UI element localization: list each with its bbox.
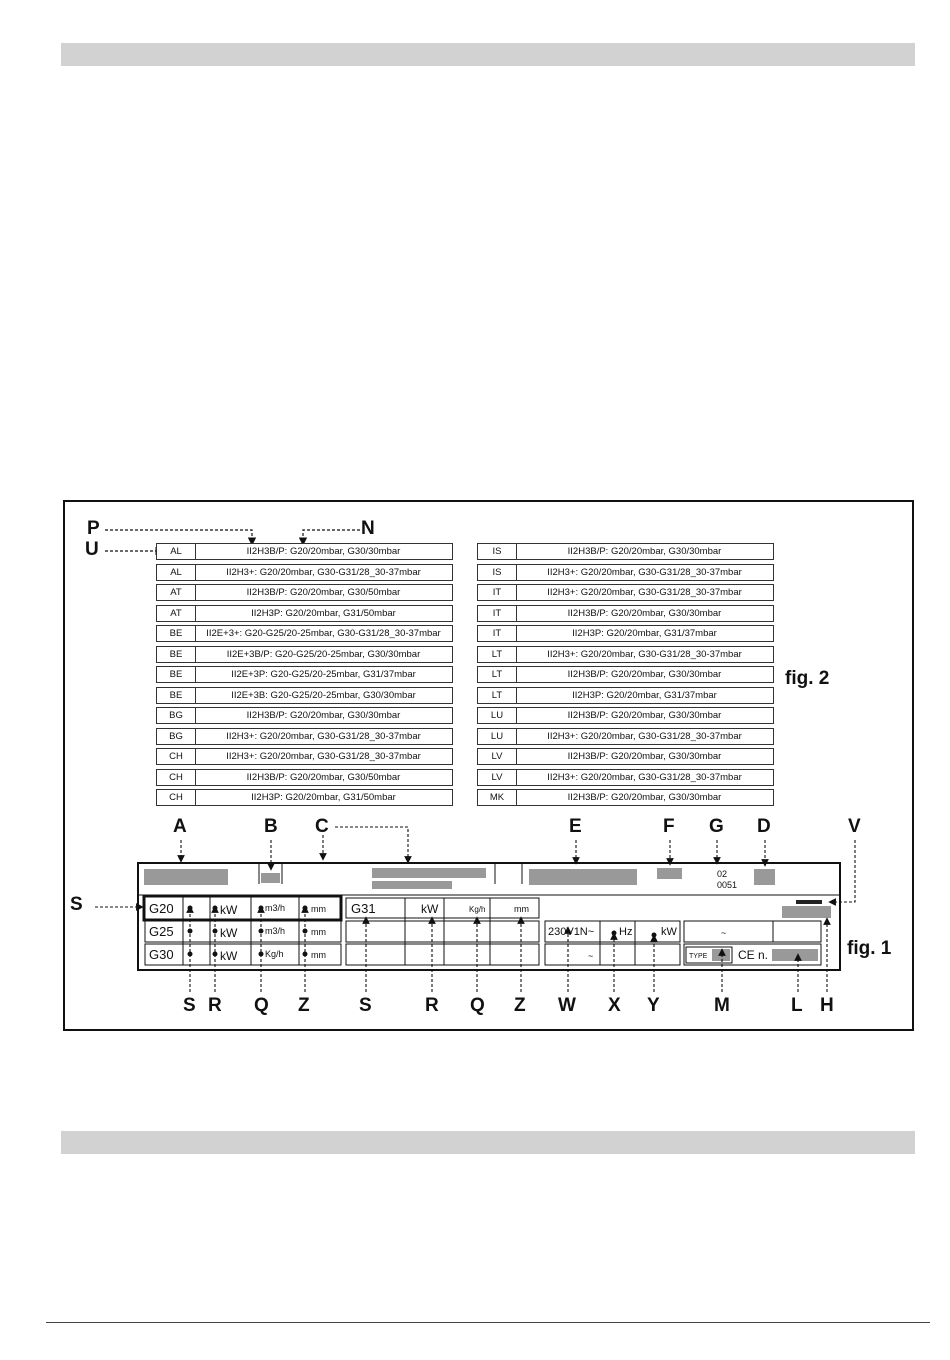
unit-kw-2: kW: [220, 926, 238, 940]
country-row: [477, 543, 774, 560]
plate-letter-s-2: S: [359, 995, 372, 1016]
plate-letter-b: B: [264, 816, 278, 837]
fig2-caption: fig. 2: [785, 668, 830, 689]
country-row: [477, 625, 774, 642]
gas-category: II2H3+: G20/20mbar, G30-G31/28_30-37mbar: [547, 648, 742, 660]
gas-g30: G30: [149, 947, 174, 962]
plate-g-code-top: 02: [717, 869, 728, 879]
plate-letter-g: G: [709, 816, 724, 837]
plate-letter-v: V: [848, 816, 861, 837]
section-header-bar-2: [61, 1131, 915, 1154]
field-c-block-2: [372, 881, 452, 889]
plate-letter-z-2: Z: [514, 995, 526, 1016]
plate-letter-l: L: [791, 995, 803, 1016]
country-row: [156, 543, 453, 560]
plate-letter-f: F: [663, 816, 675, 837]
plate-g-code-bottom: 0051: [717, 880, 738, 890]
gas-category: II2H3+: G20/20mbar, G30-G31/28_30-37mbar: [226, 751, 421, 762]
unit-flow-1: m3/h: [265, 903, 286, 913]
country-row: [156, 625, 453, 642]
country-code: MK: [478, 790, 517, 805]
unit-kw-1: kW: [220, 903, 238, 917]
g31-flow: Kg/h: [469, 905, 486, 914]
country-code: BE: [157, 688, 196, 703]
country-code: LU: [478, 729, 517, 744]
country-code: LU: [478, 708, 517, 723]
gas-category: II2H3B/P: G20/20mbar, G30/50mbar: [246, 771, 401, 783]
unit-kw-3: kW: [220, 949, 238, 963]
gas-category: II2H3+: G20/20mbar, G30-G31/28_30-37mbar: [226, 566, 421, 578]
country-row: [477, 584, 774, 601]
gas-g25: G25: [149, 924, 174, 939]
field-v-block: [796, 900, 822, 904]
country-row: [477, 748, 774, 765]
gas-category: II2H3B/P: G20/20mbar, G30/30mbar: [567, 792, 722, 803]
country-row: [156, 769, 453, 786]
gas-g31: G31: [351, 901, 376, 916]
country-row: [156, 564, 453, 581]
country-row: [156, 707, 453, 724]
callout-u: U: [85, 539, 99, 560]
footer-rule: [46, 1322, 930, 1323]
country-code: AL: [157, 544, 196, 559]
leader-c: [335, 827, 408, 863]
country-code: LV: [478, 749, 517, 764]
gas-category: II2H3P: G20/20mbar, G31/50mbar: [251, 792, 396, 803]
field-f-block: [657, 868, 682, 879]
plate-letter-r-2: R: [425, 995, 439, 1016]
field-c-block: [372, 868, 486, 878]
gas-category: II2H3P: G20/20mbar, G31/50mbar: [251, 607, 396, 619]
plate-letter-x: X: [608, 995, 621, 1016]
gas-category: II2H3+: G20/20mbar, G30-G31/28_30-37mbar: [547, 587, 742, 598]
tilde-1: ~: [588, 951, 594, 961]
field-e-block: [529, 869, 637, 885]
country-row: [477, 789, 774, 806]
country-code: IS: [478, 565, 517, 580]
plate-letter-z-1: Z: [298, 995, 310, 1016]
country-code: BE: [157, 667, 196, 682]
gas-category: II2H3+: G20/20mbar, G30-G31/28_30-37mbar: [547, 730, 742, 742]
ce-label: CE n.: [738, 948, 769, 962]
ce-number-fill: [772, 949, 818, 961]
plate-letter-s-left: S: [70, 894, 83, 915]
plate-letter-e: E: [569, 816, 582, 837]
figure-frame: [63, 500, 914, 1031]
country-code: AL: [157, 565, 196, 580]
country-code: IT: [478, 606, 517, 621]
gas-category: II2H3+: G20/20mbar, G30-G31/28_30-37mbar: [226, 730, 421, 742]
country-code: BE: [157, 626, 196, 641]
country-code: CH: [157, 770, 196, 785]
field-b-block: [261, 873, 280, 883]
country-row: [477, 605, 774, 622]
gas-category: II2E+3+: G20-G25/20-25mbar, G30-G31/28_30-37mbar: [206, 628, 441, 639]
country-row: [477, 728, 774, 745]
country-code: IT: [478, 585, 517, 600]
country-row: [477, 564, 774, 581]
plate-letter-m: M: [714, 995, 730, 1016]
country-code: BG: [157, 708, 196, 723]
voltage: 230V1N~: [548, 926, 595, 938]
plate-letter-w: W: [558, 995, 576, 1016]
plate-letter-y: Y: [647, 995, 660, 1016]
country-code: CH: [157, 749, 196, 764]
country-row: [156, 584, 453, 601]
country-code: LT: [478, 688, 517, 703]
gas-category: II2H3B/P: G20/20mbar, G30/30mbar: [246, 546, 401, 557]
gas-category: II2E+3P: G20-G25/20-25mbar, G31/37mbar: [231, 669, 416, 680]
country-row: [477, 646, 774, 663]
frequency-unit: Hz: [619, 926, 633, 938]
power-unit: kW: [661, 926, 677, 938]
gas-category: II2H3+: G20/20mbar, G30-G31/28_30-37mbar: [547, 566, 742, 578]
section-header-bar: [61, 43, 915, 66]
tilde-2: ~: [721, 928, 727, 938]
country-row: [156, 687, 453, 704]
type-label: TYPE: [689, 953, 708, 960]
country-code: IT: [478, 626, 517, 641]
field-d-block: [754, 869, 775, 885]
unit-flow-3: Kg/h: [265, 949, 284, 959]
plate-letter-h: H: [820, 995, 834, 1016]
country-code: LV: [478, 770, 517, 785]
gas-category: II2H3P: G20/20mbar, G31/37mbar: [572, 689, 717, 701]
fig1-caption: fig. 1: [847, 938, 892, 959]
field-h-block: [782, 906, 831, 918]
country-row: [156, 789, 453, 806]
g31-mm: mm: [514, 904, 529, 914]
country-row: [156, 666, 453, 683]
country-code: BE: [157, 647, 196, 662]
unit-mm-3: mm: [311, 950, 326, 960]
gas-category: II2H3B/P: G20/20mbar, G30/30mbar: [246, 710, 401, 721]
gas-category: II2H3B/P: G20/20mbar, G30/50mbar: [246, 587, 401, 598]
plate-letter-q-1: Q: [254, 995, 269, 1016]
unit-flow-2: m3/h: [265, 926, 286, 936]
plate-letter-a: A: [173, 816, 187, 837]
plate-letter-d: D: [757, 816, 771, 837]
country-code: LT: [478, 647, 517, 662]
field-a-block: [144, 869, 228, 885]
callout-n: N: [361, 518, 375, 539]
unit-mm-1: mm: [311, 904, 326, 914]
type-fill: [712, 949, 730, 961]
plate-letter-c: C: [315, 816, 329, 837]
country-row: [156, 748, 453, 765]
gas-category: II2H3P: G20/20mbar, G31/37mbar: [572, 628, 717, 639]
gas-category: II2H3B/P: G20/20mbar, G30/30mbar: [567, 751, 722, 762]
country-code: AT: [157, 585, 196, 600]
country-row: [477, 687, 774, 704]
gas-category: II2E+3B: G20-G25/20-25mbar, G30/30mbar: [231, 689, 416, 701]
country-row: [156, 605, 453, 622]
gas-g20: G20: [149, 901, 174, 916]
country-row: [156, 646, 453, 663]
plate-letter-q-2: Q: [470, 995, 485, 1016]
country-code: AT: [157, 606, 196, 621]
country-row: [477, 707, 774, 724]
gas-category: II2H3B/P: G20/20mbar, G30/30mbar: [567, 710, 722, 721]
gas-category: II2H3B/P: G20/20mbar, G30/30mbar: [567, 546, 722, 557]
gas-category: II2H3B/P: G20/20mbar, G30/30mbar: [567, 607, 722, 619]
country-row: [477, 769, 774, 786]
country-code: IS: [478, 544, 517, 559]
country-row: [477, 666, 774, 683]
figure-drawing: [65, 502, 916, 1033]
country-code: LT: [478, 667, 517, 682]
country-code: CH: [157, 790, 196, 805]
callout-p: P: [87, 518, 100, 539]
gas-category: II2E+3B/P: G20-G25/20-25mbar, G30/30mbar: [226, 648, 421, 660]
g31-kw: kW: [421, 902, 439, 916]
country-row: [156, 728, 453, 745]
country-code: BG: [157, 729, 196, 744]
plate-letter-r-1: R: [208, 995, 222, 1016]
unit-mm-2: mm: [311, 927, 326, 937]
plate-letter-s-1: S: [183, 995, 196, 1016]
gas-category: II2H3B/P: G20/20mbar, G30/30mbar: [567, 669, 722, 680]
gas-category: II2H3+: G20/20mbar, G30-G31/28_30-37mbar: [547, 771, 742, 783]
